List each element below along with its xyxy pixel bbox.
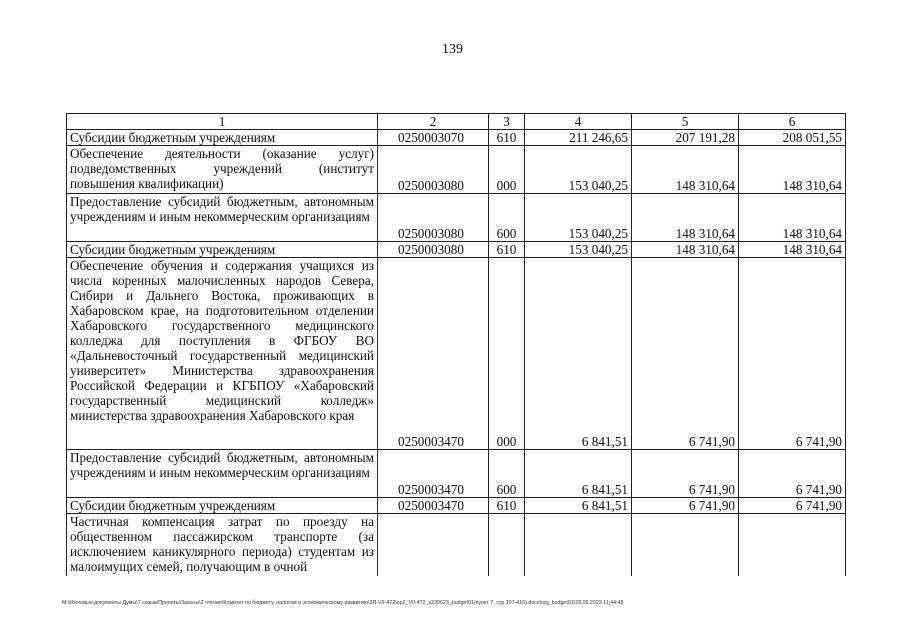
header-col-1: 1 xyxy=(67,114,378,130)
row-value-5: 6 741,90 xyxy=(632,498,739,514)
row-vr: 600 xyxy=(489,194,525,242)
row-description: Обеспечение деятельности (оказание услуг) подведомственных учреждений (институт повышения квалификации) xyxy=(67,146,378,194)
header-col-5: 5 xyxy=(632,114,739,130)
row-description: Субсидии бюджетным учреждениям xyxy=(67,498,378,514)
table-row xyxy=(67,146,846,194)
row-value-6: 6 741,90 xyxy=(739,498,846,514)
row-code: 0250003080 xyxy=(378,242,489,258)
header-col-4: 4 xyxy=(525,114,632,130)
table-row xyxy=(67,498,846,514)
header-col-6: 6 xyxy=(739,114,846,130)
row-vr xyxy=(489,514,525,576)
row-description: Предоставление субсидий бюджетным, автономным учреждениям и иным некоммерческим организациям xyxy=(67,450,378,498)
row-value-4: 153 040,25 xyxy=(525,242,632,258)
row-value-5: 6 741,90 xyxy=(632,258,739,450)
row-vr: 000 xyxy=(489,146,525,194)
row-value-6: 6 741,90 xyxy=(739,450,846,498)
file-path-footer: М:\Итоговые документы Думы\7 созыв\Проекты\Законы\2 чтение\Комитет по бюджету, налогам и экономическому развитию\ЗП-VII-472\op2_VII-472_v230623_budget01(пункт 7, стр.107-416).docx\org_budget01\23.06.2023 11:44:48 xyxy=(62,600,624,606)
row-value-6: 208 051,55 xyxy=(739,130,846,146)
table-row xyxy=(67,130,846,146)
row-value-4: 211 246,65 xyxy=(525,130,632,146)
row-description: Частичная компенсация затрат по проезду на общественном пассажирском транспорте (за исключением каникулярного периода) студентам из малоимущих семей, получающим в очной xyxy=(67,514,378,576)
header-col-2: 2 xyxy=(378,114,489,130)
row-value-6 xyxy=(739,514,846,576)
row-value-4: 6 841,51 xyxy=(525,498,632,514)
row-value-6: 148 310,64 xyxy=(739,194,846,242)
row-description: Субсидии бюджетным учреждениям xyxy=(67,242,378,258)
row-description: Обеспечение обучения и содержания учащихся из числа коренных малочисленных народов Севера, Сибири и Дальнего Востока, проживающих в Хабаровском крае, на подготовительном отделении Хабаровского государственного медицинского колледжа для поступления в ФГБОУ ВО «Дальневосточный государственный медицинский университет» Министерства здравоохранения Российской Федерации и КГБПОУ «Хабаровский государственный медицинский колледж» министерства здравоохранения Хабаровского края xyxy=(67,258,378,450)
row-value-5: 6 741,90 xyxy=(632,450,739,498)
row-code: 0250003470 xyxy=(378,258,489,450)
row-code: 0250003080 xyxy=(378,194,489,242)
row-value-6: 6 741,90 xyxy=(739,258,846,450)
row-code xyxy=(378,514,489,576)
row-code: 0250003470 xyxy=(378,450,489,498)
row-code: 0250003470 xyxy=(378,498,489,514)
row-value-4: 153 040,25 xyxy=(525,146,632,194)
table-row xyxy=(67,450,846,498)
row-value-4: 153 040,25 xyxy=(525,194,632,242)
row-value-4: 6 841,51 xyxy=(525,450,632,498)
row-value-5 xyxy=(632,514,739,576)
row-vr: 600 xyxy=(489,450,525,498)
row-value-4 xyxy=(525,514,632,576)
row-vr: 610 xyxy=(489,242,525,258)
row-description: Субсидии бюджетным учреждениям xyxy=(67,130,378,146)
table-row xyxy=(67,258,846,450)
row-value-4: 6 841,51 xyxy=(525,258,632,450)
table-row xyxy=(67,514,846,576)
budget-table xyxy=(66,113,846,576)
row-value-5: 148 310,64 xyxy=(632,242,739,258)
row-code: 0250003080 xyxy=(378,146,489,194)
table-row xyxy=(67,242,846,258)
row-value-5: 207 191,28 xyxy=(632,130,739,146)
row-vr: 610 xyxy=(489,130,525,146)
row-code: 0250003070 xyxy=(378,130,489,146)
row-description: Предоставление субсидий бюджетным, автономным учреждениям и иным некоммерческим организациям xyxy=(67,194,378,242)
row-value-6: 148 310,64 xyxy=(739,146,846,194)
header-col-3: 3 xyxy=(489,114,525,130)
row-value-6: 148 310,64 xyxy=(739,242,846,258)
row-vr: 000 xyxy=(489,258,525,450)
table-header-row xyxy=(67,114,846,130)
table-row xyxy=(67,194,846,242)
page-number: 139 xyxy=(442,42,463,57)
row-vr: 610 xyxy=(489,498,525,514)
row-value-5: 148 310,64 xyxy=(632,146,739,194)
row-value-5: 148 310,64 xyxy=(632,194,739,242)
